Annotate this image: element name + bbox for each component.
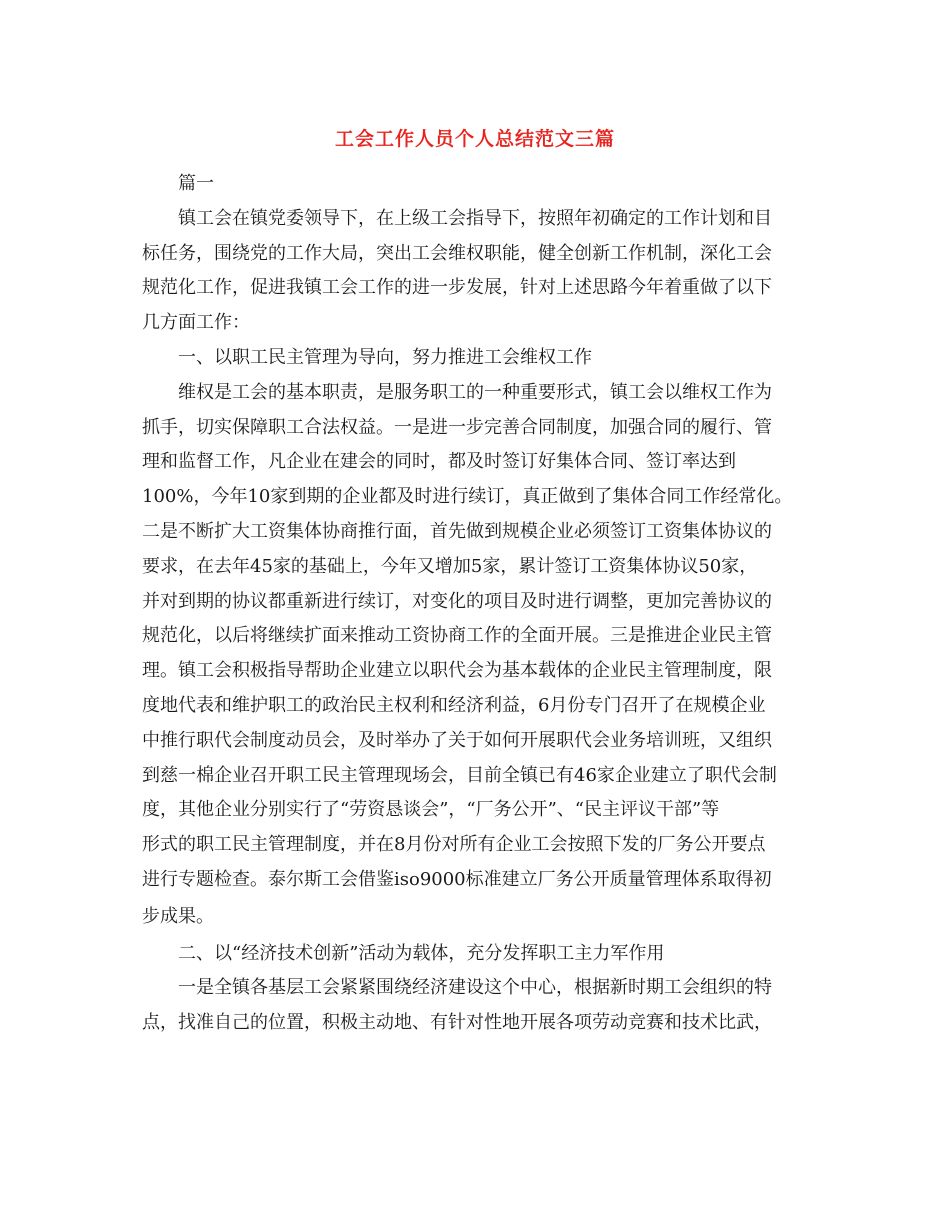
paragraph-line: 度地代表和维护职工的政治民主权利和经济利益，6月份专门召开了在规模企业 xyxy=(142,694,766,716)
paragraph-line: 形式的职工民主管理制度，并在8月份对所有企业工会按照下发的厂务公开要点 xyxy=(142,834,766,856)
paragraph-line: 维权是工会的基本职责，是服务职工的一种重要形式，镇工会以维权工作为 xyxy=(178,381,772,403)
paragraph-line: 规范化工作，促进我镇工会工作的进一步发展，针对上述思路今年着重做了以下 xyxy=(142,277,772,299)
paragraph-line: 一是全镇各基层工会紧紧围绕经济建设这个中心，根据新时期工会组织的特 xyxy=(178,977,772,999)
paragraph-line: 理和监督工作，凡企业在建会的同时，都及时签订好集体合同、签订率达到 xyxy=(142,451,736,473)
paragraph-line: 到慈一棉企业召开职工民主管理现场会，目前全镇已有46家企业建立了职代会制 xyxy=(142,764,777,786)
paragraph-line: 点，找准自己的位置，积极主动地、有针对性地开展各项劳动竞赛和技术比武， xyxy=(142,1012,772,1034)
paragraph-line: 度，其他企业分别实行了“劳资恳谈会”，“厂务公开”、“民主评议干部”等 xyxy=(142,799,720,821)
paragraph-line: 标任务，围绕党的工作大局，突出工会维权职能，健全创新工作机制，深化工会 xyxy=(142,242,772,264)
subheading: 一、以职工民主管理为导向，努力推进工会维权工作 xyxy=(178,346,592,368)
paragraph-line: 步成果。 xyxy=(142,905,214,927)
section-heading: 篇一 xyxy=(178,173,214,194)
paragraph-line: 二是不断扩大工资集体协商推行面，首先做到规模企业必须签订工资集体协议的 xyxy=(142,520,772,542)
paragraph-line: 几方面工作： xyxy=(142,312,250,334)
paragraph-line: 理。镇工会积极指导帮助企业建立以职代会为基本载体的企业民主管理制度，限 xyxy=(142,660,772,682)
subheading: 二、以“经济技术创新”活动为载体，充分发挥职工主力军作用 xyxy=(178,942,665,964)
paragraph-line: 镇工会在镇党委领导下，在上级工会指导下，按照年初确定的工作计划和目 xyxy=(178,207,772,229)
document-title: 工会工作人员个人总结范文三篇 xyxy=(334,128,615,150)
paragraph-line: 100%，今年10家到期的企业都及时进行续订，真正做到了集体合同工作经常化。 xyxy=(142,486,793,508)
paragraph-line: 要求，在去年45家的基础上，今年又增加5家，累计签订工资集体协议50家， xyxy=(142,555,758,577)
paragraph-line: 进行专题检查。泰尔斯工会借鉴iso9000标准建立厂务公开质量管理体系取得初 xyxy=(142,868,772,890)
paragraph-line: 规范化，以后将继续扩面来推动工资协商工作的全面开展。三是推进企业民主管 xyxy=(142,625,772,647)
paragraph-line: 抓手，切实保障职工合法权益。一是进一步完善合同制度，加强合同的履行、管 xyxy=(142,416,772,438)
document-body xyxy=(142,167,808,1041)
paragraph-line: 并对到期的协议都重新进行续订，对变化的项目及时进行调整，更加完善协议的 xyxy=(142,590,772,612)
paragraph-line: 中推行职代会制度动员会，及时举办了关于如何开展职代会业务培训班，又组织 xyxy=(142,729,772,751)
